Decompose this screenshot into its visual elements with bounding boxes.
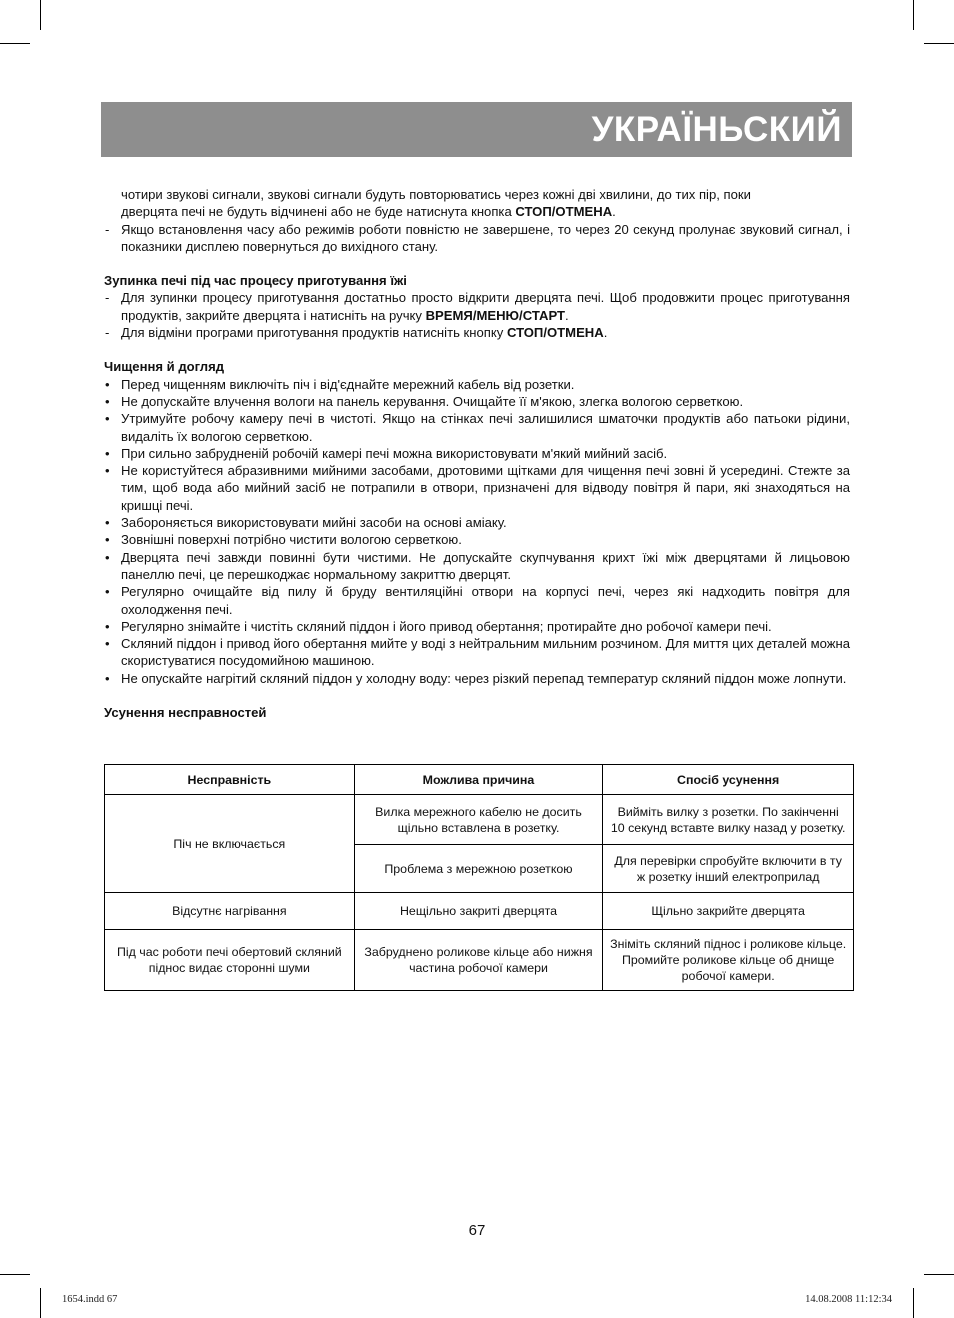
bullet-icon: • bbox=[105, 463, 110, 479]
bullet-icon: • bbox=[105, 376, 110, 392]
column-header: Можлива причина bbox=[354, 765, 603, 795]
continued-text bbox=[104, 186, 850, 221]
item-text: Регулярно очищайте від пилу й бруду вентиляційні отвори на корпусі печі, через які надходить повітря для охолодження печі. bbox=[121, 584, 850, 617]
button-name: СТОП/ОТМЕНА bbox=[506, 325, 604, 341]
table-cell: Щільно закрийте дверцята bbox=[603, 893, 854, 930]
bullet-icon: • bbox=[105, 515, 110, 531]
dash-item bbox=[104, 221, 850, 256]
table-cell: Вилка мережного кабелю не досить щільно вставлена в розетку. bbox=[354, 795, 603, 845]
column-header: Несправність bbox=[105, 765, 355, 795]
file-info: 1654.indd 67 bbox=[62, 1294, 118, 1305]
dash-item bbox=[104, 324, 850, 341]
bullet-icon: • bbox=[105, 670, 110, 686]
dash-marker: - bbox=[105, 221, 110, 237]
crop-mark bbox=[40, 0, 41, 30]
section-heading: Чищення й догляд bbox=[104, 359, 225, 375]
item-text: При сильно забрудненій робочій камері печі можна використовувати м'який мийний засіб. bbox=[121, 445, 668, 461]
table-row bbox=[105, 930, 854, 991]
table-cell: Нещільно закриті дверцята bbox=[354, 893, 603, 930]
table-header-row bbox=[105, 765, 854, 795]
page-title: УКРАЇНЬСКИЙ bbox=[591, 110, 842, 149]
table-cell: Забруднено роликове кільце або нижня частина робочої камери bbox=[354, 930, 603, 991]
item-text: Не опускайте нагрітий скляний піддон у холодну воду: через різкий перепад температур скляний піддон може лопнути. bbox=[121, 670, 847, 686]
item-text: Скляний піддон і привод його обертання мийте у воді з нейтральним мильним розчином. Для миття цих деталей можна скористуватися посудомийною машиною. bbox=[121, 636, 850, 669]
crop-mark bbox=[913, 0, 914, 30]
print-timestamp: 14.08.2008 11:12:34 bbox=[805, 1294, 892, 1305]
bullet-item bbox=[104, 635, 850, 670]
table-cell: Проблема з мережною розеткою bbox=[354, 845, 603, 893]
item-text: Забороняється використовувати мийні засоби на основі аміаку. bbox=[121, 515, 507, 531]
crop-mark bbox=[40, 1288, 41, 1318]
continued-line: дверцята печі не будуть відчинені або не буде натиснута кнопка bbox=[121, 204, 516, 220]
crop-mark bbox=[0, 1274, 30, 1275]
table-row bbox=[105, 893, 854, 930]
page-number: 67 bbox=[468, 1222, 486, 1239]
punctuation: . bbox=[603, 325, 608, 341]
section-heading: Зупинка печі під час процесу приготування їжі bbox=[104, 273, 407, 289]
bullet-item bbox=[104, 445, 850, 462]
continued-line: чотири звукові сигнали, звукові сигнали будуть повторюватись через кожні дві хвилини, до тих пір, поки bbox=[121, 187, 751, 202]
dash-item bbox=[104, 289, 850, 324]
bullet-item bbox=[104, 549, 850, 584]
item-text: Для відміни програми приготування продуктів натисніть кнопку bbox=[121, 325, 507, 341]
bullet-icon: • bbox=[105, 393, 110, 409]
button-name: СТОП/ОТМЕНА bbox=[515, 204, 613, 220]
crop-mark bbox=[0, 43, 30, 44]
item-text: Регулярно знімайте і чистіть скляний піддон і його привод обертання; протирайте дно робочої камери печі. bbox=[121, 618, 772, 634]
section-heading: Усунення несправностей bbox=[104, 705, 267, 721]
troubleshooting-table bbox=[104, 764, 854, 991]
crop-mark bbox=[924, 1274, 954, 1275]
crop-mark bbox=[913, 1288, 914, 1318]
bullet-icon: • bbox=[105, 411, 110, 427]
bullet-item bbox=[104, 618, 850, 635]
dash-marker: - bbox=[105, 325, 110, 341]
bullet-icon: • bbox=[105, 532, 110, 548]
table-cell: Вийміть вилку з розетки. По закінченні 10 секунд вставте вилку назад у розетку. bbox=[603, 795, 854, 845]
item-text: Зовнішні поверхні потрібно чистити вологою серветкою. bbox=[121, 532, 462, 548]
item-text: Не користуйтеся абразивними мийними засобами, дротовими щітками для чищення печі зовні й усередині. Стежте за тим, щоб вода або мийний засіб не потрапили в отвори, призначені для відводу повітря й пари, які знаходяться на кришці печі. bbox=[121, 463, 850, 513]
bullet-item bbox=[104, 376, 850, 393]
table-cell: Відсутнє нагрівання bbox=[105, 893, 355, 930]
item-text: Дверцята печі завжди повинні бути чистими. Не допускайте скупчування крихт їжі між дверцятами й лицьовою панеллю печі, це перешкоджає нормальному закриттю дверцят. bbox=[121, 549, 850, 582]
bullet-item bbox=[104, 583, 850, 618]
table-row bbox=[105, 795, 854, 845]
table-cell: Для перевірки спробуйте включити в ту ж розетку інший електроприлад bbox=[603, 845, 854, 893]
bullet-item bbox=[104, 514, 850, 531]
table-cell: Піч не включається bbox=[105, 795, 355, 893]
punctuation: . bbox=[612, 204, 616, 220]
button-name: ВРЕМЯ/МЕНЮ/СТАРТ bbox=[425, 307, 566, 323]
bullet-item bbox=[104, 531, 850, 548]
bullet-icon: • bbox=[105, 549, 110, 565]
bullet-item bbox=[104, 410, 850, 445]
dash-marker: - bbox=[105, 290, 110, 306]
page-content bbox=[104, 186, 850, 721]
item-text: Для зупинки процесу приготування достатньо просто відкрити дверцята печі. Щоб продовжити процес приготування продуктів, закрийте дверцята і натисніть на ручку bbox=[121, 290, 850, 323]
item-text: Якщо встановлення часу або режимів роботи повністю не завершене, то через 20 секунд пролунає звуковий сигнал, і показники дисплею повернуться до вихідного стану. bbox=[121, 221, 850, 254]
item-text: Перед чищенням виключіть піч і від'єднайте мережний кабель від розетки. bbox=[121, 376, 575, 392]
column-header: Спосіб усунення bbox=[603, 765, 854, 795]
bullet-icon: • bbox=[105, 636, 110, 652]
bullet-icon: • bbox=[105, 445, 110, 461]
bullet-item bbox=[104, 670, 850, 687]
table-cell: Зніміть скляний піднос і роликове кільце. Промийте роликове кільце об днище робочої камери. bbox=[603, 930, 854, 991]
bullet-item bbox=[104, 462, 850, 514]
language-banner bbox=[101, 102, 852, 157]
item-text: Не допускайте влучення вологи на панель керування. Очищайте її м'якою, злегка вологою серветкою. bbox=[121, 393, 744, 409]
item-text: Утримуйте робочу камеру печі в чистоті. Якщо на стінках печі залишилися шматочки продуктів або патьоки рідини, видаліть їх вологою серветкою. bbox=[121, 411, 850, 444]
bullet-icon: • bbox=[105, 584, 110, 600]
table-cell: Під час роботи печі обертовий скляний піднос видає сторонні шуми bbox=[105, 930, 355, 991]
bullet-icon: • bbox=[105, 618, 110, 634]
punctuation: . bbox=[565, 307, 569, 323]
bullet-item bbox=[104, 393, 850, 410]
crop-mark bbox=[924, 43, 954, 44]
